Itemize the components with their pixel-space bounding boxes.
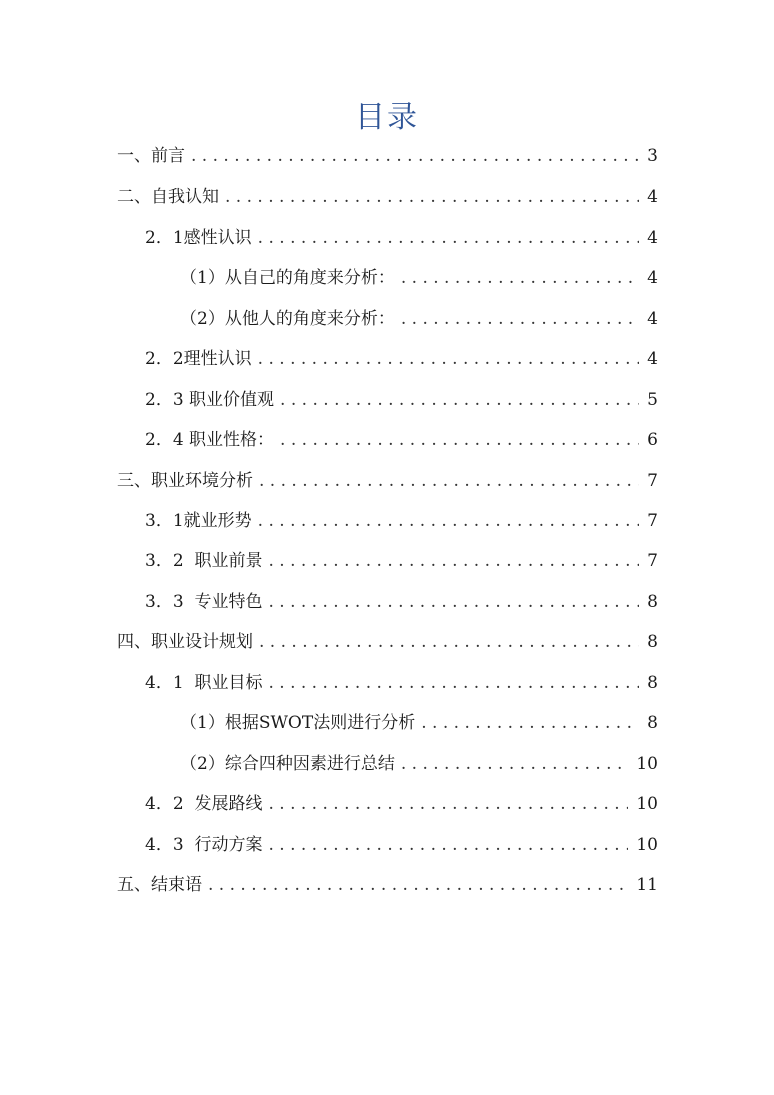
toc-entry-conclusion[interactable] bbox=[117, 874, 658, 896]
toc-entry-2-1[interactable] bbox=[145, 227, 658, 249]
toc-entry-label: （2）从他人的角度来分析： bbox=[180, 309, 395, 329]
dot-leader bbox=[280, 429, 639, 451]
toc-entry-label: （1）根据SWOT法则进行分析 bbox=[180, 713, 416, 733]
dot-leader bbox=[225, 186, 639, 208]
toc-entry-4-1[interactable] bbox=[145, 672, 658, 694]
toc-entry-label: 3．3 专业特色 bbox=[145, 592, 263, 612]
dot-leader bbox=[258, 227, 640, 249]
toc-page-number: 11 bbox=[636, 875, 658, 895]
toc-page-number: 10 bbox=[636, 794, 658, 814]
dot-leader bbox=[191, 145, 639, 167]
toc-entry-3-3[interactable] bbox=[145, 591, 658, 613]
toc-entry-label: 三、职业环境分析 bbox=[117, 471, 253, 491]
toc-entry-label: 一、前言 bbox=[117, 146, 185, 166]
toc-entry-4-2[interactable] bbox=[145, 793, 658, 815]
dot-leader bbox=[280, 389, 639, 411]
toc-entry-2-4[interactable] bbox=[145, 429, 658, 451]
toc-page-number: 8 bbox=[647, 713, 658, 733]
dot-leader bbox=[401, 267, 639, 289]
dot-leader bbox=[268, 550, 639, 572]
toc-page-number: 7 bbox=[647, 471, 658, 491]
toc-entry-career-planning[interactable] bbox=[117, 631, 658, 653]
toc-entry-2-2[interactable] bbox=[145, 348, 658, 370]
toc-page-number: 5 bbox=[647, 390, 658, 410]
toc-entry-label: 3．2 职业前景 bbox=[145, 551, 263, 571]
dot-leader bbox=[259, 631, 639, 653]
toc-entry-label: 4．2 发展路线 bbox=[145, 794, 263, 814]
toc-entry-label: 二、自我认知 bbox=[117, 187, 219, 207]
dot-leader bbox=[421, 712, 639, 734]
dot-leader bbox=[268, 793, 628, 815]
toc-page-number: 4 bbox=[647, 309, 658, 329]
dot-leader bbox=[268, 591, 639, 613]
toc-entry-label: （2）综合四种因素进行总结 bbox=[180, 754, 395, 774]
toc-entry-label: 2．1感性认识 bbox=[145, 228, 252, 248]
toc-entry-label: （1）从自己的角度来分析： bbox=[180, 268, 395, 288]
toc-page-number: 4 bbox=[647, 349, 658, 369]
toc-page-number: 4 bbox=[647, 228, 658, 248]
toc-entry-2-1-1[interactable] bbox=[180, 267, 658, 289]
toc-page-number: 3 bbox=[647, 146, 658, 166]
dot-leader bbox=[259, 470, 639, 492]
toc-page-number: 8 bbox=[647, 632, 658, 652]
dot-leader bbox=[268, 672, 639, 694]
toc-page-number: 4 bbox=[647, 268, 658, 288]
toc-entry-label: 2．2理性认识 bbox=[145, 349, 252, 369]
toc-entry-career-environment[interactable] bbox=[117, 470, 658, 492]
dot-leader bbox=[258, 348, 640, 370]
toc-page-number: 10 bbox=[636, 754, 658, 774]
toc-entry-label: 2．4 职业性格： bbox=[145, 430, 275, 450]
toc-page-number: 7 bbox=[647, 551, 658, 571]
toc-page-number: 4 bbox=[647, 187, 658, 207]
toc-entry-3-1[interactable] bbox=[145, 510, 658, 532]
toc-page-number: 8 bbox=[647, 673, 658, 693]
toc-entry-label: 四、职业设计规划 bbox=[117, 632, 253, 652]
toc-title: 目录 bbox=[355, 100, 419, 135]
toc-entry-preface[interactable] bbox=[117, 145, 658, 167]
dot-leader bbox=[268, 834, 628, 856]
toc-entry-label: 3．1就业形势 bbox=[145, 511, 252, 531]
toc-page-number: 8 bbox=[647, 592, 658, 612]
dot-leader bbox=[401, 308, 639, 330]
toc-entry-4-1-1[interactable] bbox=[180, 712, 658, 734]
toc-entry-3-2[interactable] bbox=[145, 550, 658, 572]
dot-leader bbox=[401, 753, 629, 775]
toc-entry-label: 4．1 职业目标 bbox=[145, 673, 263, 693]
toc-entry-label: 4．3 行动方案 bbox=[145, 835, 263, 855]
toc-page-number: 7 bbox=[647, 511, 658, 531]
toc-entry-label: 2．3 职业价值观 bbox=[145, 390, 275, 410]
toc-entry-4-3[interactable] bbox=[145, 834, 658, 856]
dot-leader bbox=[208, 874, 628, 896]
toc-page-number: 10 bbox=[636, 835, 658, 855]
toc-entry-self-awareness[interactable] bbox=[117, 186, 658, 208]
toc-entry-2-3[interactable] bbox=[145, 389, 658, 411]
toc-entry-2-1-2[interactable] bbox=[180, 308, 658, 330]
toc-page-number: 6 bbox=[647, 430, 658, 450]
toc-entry-4-1-2[interactable] bbox=[180, 753, 658, 775]
toc-entry-label: 五、结束语 bbox=[117, 875, 202, 895]
dot-leader bbox=[258, 510, 640, 532]
